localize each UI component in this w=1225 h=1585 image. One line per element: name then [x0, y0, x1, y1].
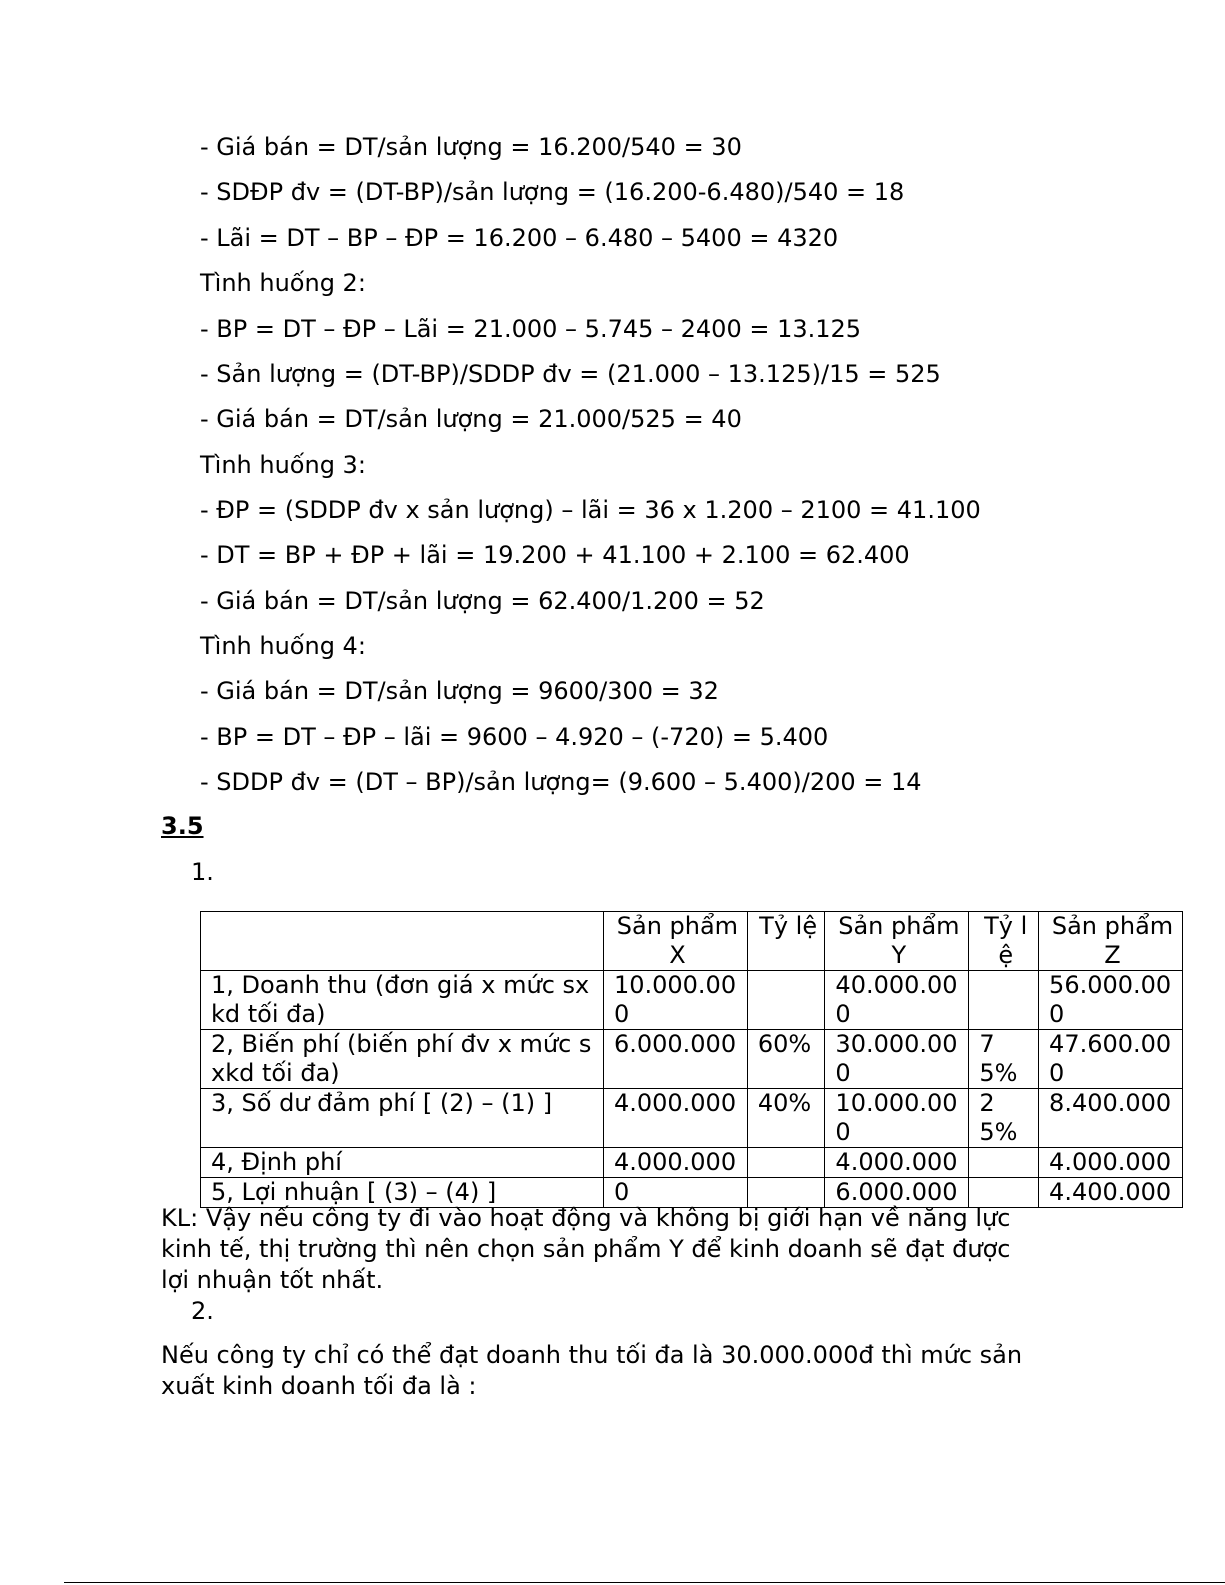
table-header-cell — [201, 912, 604, 971]
section-heading: 3.5 — [161, 812, 204, 840]
comparison-table — [200, 911, 1183, 1208]
table-cell: 2, Biến phí (biến phí đv x mức sxkd tối đa) — [201, 1030, 604, 1089]
table-header-row — [201, 912, 1183, 971]
calc-line: - Giá bán = DT/sản lượng = 9600/300 = 32 — [200, 677, 719, 705]
case-heading: Tình huống 2: — [200, 269, 366, 297]
case-heading: Tình huống 4: — [200, 632, 366, 660]
table-cell: 25% — [969, 1089, 1039, 1148]
table-header-cell: Tỷ lệ — [969, 912, 1039, 971]
calc-line: - BP = DT – ĐP – lãi = 9600 – 4.920 – (-720) = 5.400 — [200, 723, 829, 751]
calc-line: - Giá bán = DT/sản lượng = 21.000/525 = 40 — [200, 405, 742, 433]
table-cell: 10.000.000 — [825, 1089, 969, 1148]
list-number: 1. — [191, 858, 214, 886]
table-row — [201, 971, 1183, 1030]
calc-line: - ĐP = (SDDP đv x sản lượng) – lãi = 36 x 1.200 – 2100 = 41.100 — [200, 496, 981, 524]
calc-line: - Giá bán = DT/sản lượng = 16.200/540 = 30 — [200, 133, 742, 161]
table-cell: 0 — [603, 1178, 747, 1208]
table-cell: 4, Định phí — [201, 1148, 604, 1178]
table-cell: 4.000.000 — [603, 1148, 747, 1178]
table-cell: 8.400.000 — [1039, 1089, 1183, 1148]
table-cell: 3, Số dư đảm phí [ (2) – (1) ] — [201, 1089, 604, 1148]
list-number: 2. — [191, 1297, 214, 1325]
table-cell: 75% — [969, 1030, 1039, 1089]
table-cell: 60% — [747, 1030, 825, 1089]
table-cell: 56.000.000 — [1039, 971, 1183, 1030]
table-cell: 30.000.000 — [825, 1030, 969, 1089]
table-cell: 1, Doanh thu (đơn giá x mức sxkd tối đa) — [201, 971, 604, 1030]
table-header-cell: Sản phẩm X — [603, 912, 747, 971]
table-row — [201, 1089, 1183, 1148]
table-header-cell: Tỷ lệ — [747, 912, 825, 971]
calc-line: - DT = BP + ĐP + lãi = 19.200 + 41.100 + 2.100 = 62.400 — [200, 541, 910, 569]
case-heading: Tình huống 3: — [200, 451, 366, 479]
table-cell: 5, Lợi nhuận [ (3) – (4) ] — [201, 1178, 604, 1208]
conclusion-paragraph: KL: Vậy nếu công ty đi vào hoạt động và không bị giới hạn về năng lực kinh tế, thị trường thì nên chọn sản phẩm Y để kinh doanh sẽ đạt được lợi nhuận tốt nhất. — [161, 1204, 1011, 1294]
table-cell: 47.600.000 — [1039, 1030, 1183, 1089]
table-cell: 4.000.000 — [603, 1089, 747, 1148]
calc-line: - Sản lượng = (DT-BP)/SDDP đv = (21.000 – 13.125)/15 = 525 — [200, 360, 941, 388]
page-bottom-rule — [64, 1582, 1225, 1583]
table-cell: 6.000.000 — [825, 1178, 969, 1208]
table-cell — [969, 1148, 1039, 1178]
table-cell: 4.000.000 — [1039, 1148, 1183, 1178]
table-cell — [969, 971, 1039, 1030]
table-cell: 10.000.000 — [603, 971, 747, 1030]
body-paragraph: Nếu công ty chỉ có thể đạt doanh thu tối đa là 30.000.000đ thì mức sản xuất kinh doanh tối đa là : — [161, 1341, 1023, 1400]
table-header-cell: Sản phẩm Y — [825, 912, 969, 971]
calc-line: - SDDP đv = (DT – BP)/sản lượng= (9.600 – 5.400)/200 = 14 — [200, 768, 922, 796]
calc-line: - Giá bán = DT/sản lượng = 62.400/1.200 = 52 — [200, 587, 765, 615]
table-cell — [747, 1148, 825, 1178]
table-cell — [747, 971, 825, 1030]
calc-line: - Lãi = DT – BP – ĐP = 16.200 – 6.480 – 5400 = 4320 — [200, 224, 839, 252]
table-header-cell: Sản phẩm Z — [1039, 912, 1183, 971]
calc-line: - SDĐP đv = (DT-BP)/sản lượng = (16.200-6.480)/540 = 18 — [200, 178, 905, 206]
table-cell: 40.000.000 — [825, 971, 969, 1030]
table-cell: 4.000.000 — [825, 1148, 969, 1178]
table-row — [201, 1148, 1183, 1178]
table-cell: 4.400.000 — [1039, 1178, 1183, 1208]
calc-line: - BP = DT – ĐP – Lãi = 21.000 – 5.745 – 2400 = 13.125 — [200, 315, 862, 343]
table-cell: 6.000.000 — [603, 1030, 747, 1089]
table-row — [201, 1030, 1183, 1089]
table-cell: 40% — [747, 1089, 825, 1148]
